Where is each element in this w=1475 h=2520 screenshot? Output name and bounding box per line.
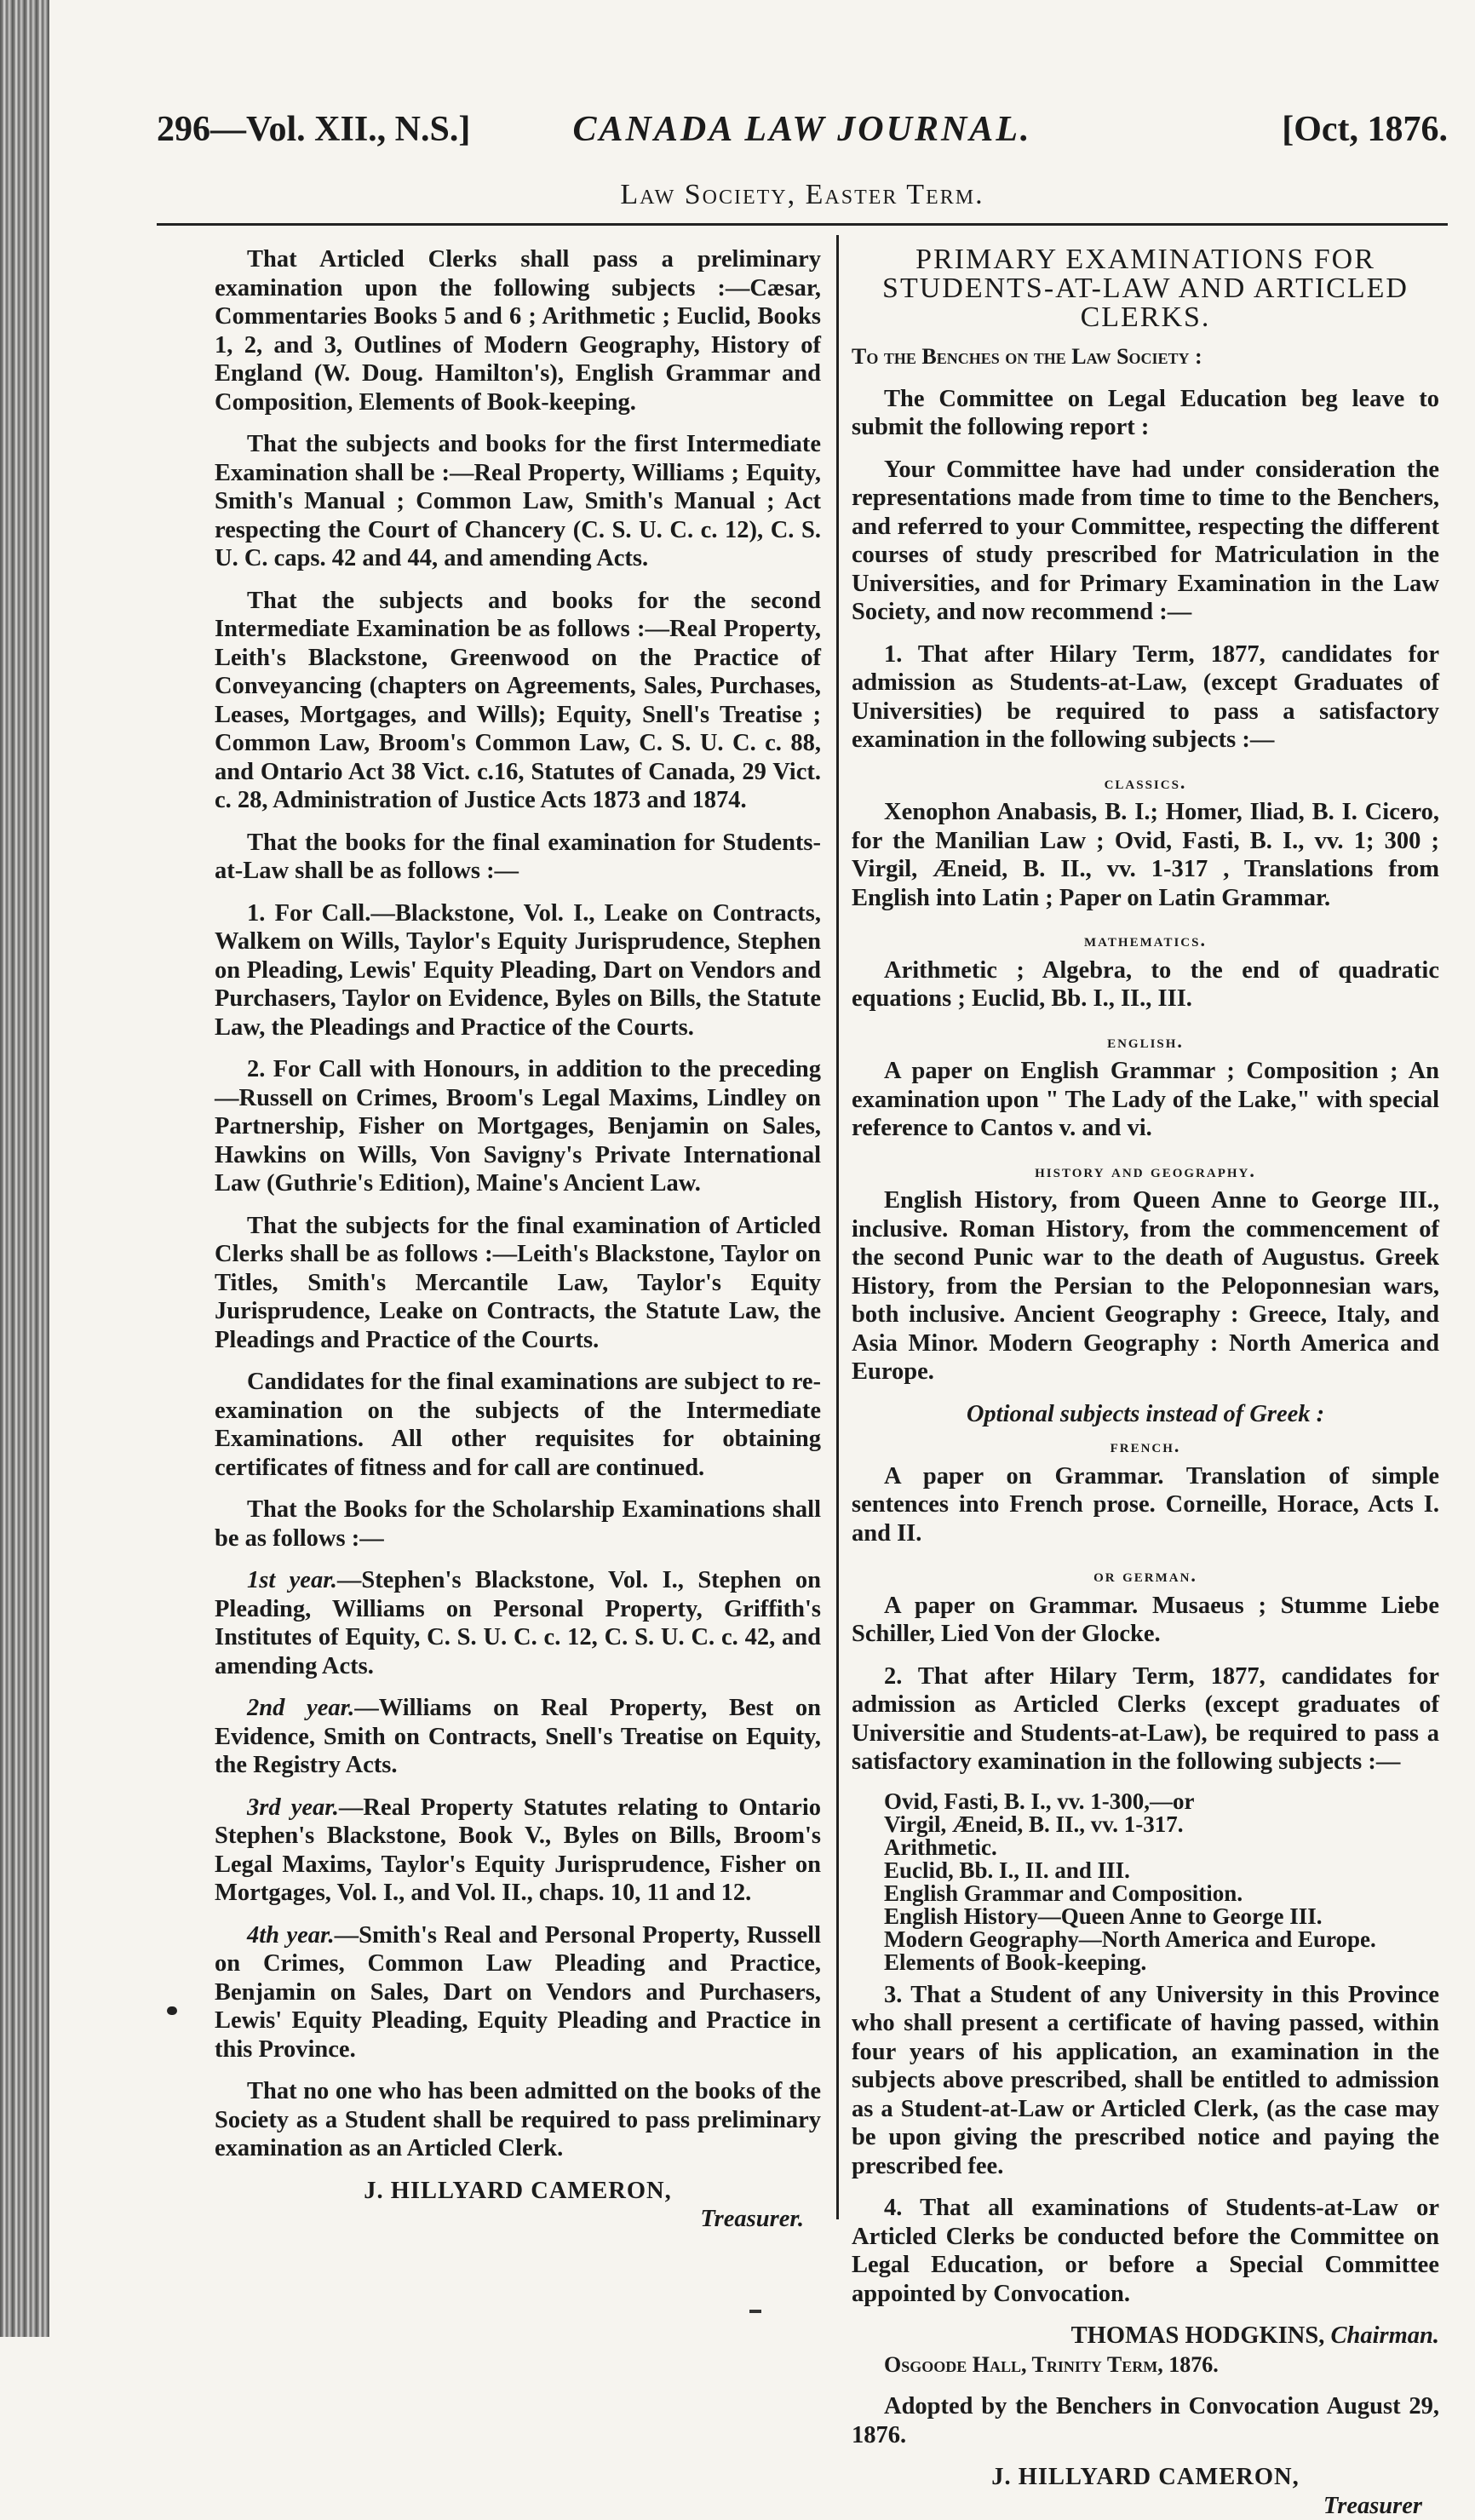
list-item: Virgil, Æneid, B. II., vv. 1-317.: [884, 1813, 1439, 1836]
paragraph: That Articled Clerks shall pass a preliminary examination upon the following subjects :—Cæsar, Commentaries Books 5 and 6 ; Arithmetic ; Euclid, Books 1, 2, and 3, Outlines of Modern Geography, History of England (W. Doug. Hamilton's), English Grammar and Composition, Elements of Book-keeping.: [215, 245, 821, 416]
paragraph: That the books for the final examination for Students-at-Law shall be as follows :—: [215, 829, 821, 886]
year-label: 4th year.: [247, 1922, 335, 1949]
subject-heading: or german.: [852, 1561, 1439, 1590]
paragraph: A paper on Grammar. Translation of simple sentences into French prose. Corneille, Horace, Acts I. and II.: [852, 1462, 1439, 1548]
list-item: Modern Geography—North America and Europe.: [884, 1928, 1439, 1951]
report-title: PRIMARY EXAMINATIONS FOR STUDENTS-AT-LAW AND ARTICLED CLERKS.: [852, 245, 1439, 332]
binding-edge: [0, 0, 49, 2337]
paragraph: That the subjects and books for the first Intermediate Examination shall be :—Real Property, Williams ; Equity, Smith's Manual ; Common Law, Smith's Manual ; Act respecting the Court of Chancery (C. S. U. C. c. 12), C. S. U. C. caps. 42 and 44, and amending Acts.: [215, 430, 821, 573]
year-paragraph: [215, 1921, 821, 2064]
journal-title: CANADA LAW JOURNAL.: [157, 109, 1448, 150]
running-head: [157, 109, 1448, 160]
list-item: Elements of Book-keeping.: [884, 1951, 1439, 1974]
place-date: Osgoode Hall, Trinity Term, 1876.: [852, 2351, 1439, 2379]
paragraph: That the subjects for the final examination of Articled Clerks shall be as follows :—Leith's Blackstone, Taylor on Titles, Smith's Mercantile Law, Taylor's Equity Jurisprudence, Leake on Contracts, the Statute Law, the Pleadings and Practice of the Courts.: [215, 1212, 821, 1355]
paragraph: Xenophon Anabasis, B. I.; Homer, Iliad, B. I. Cicero, for the Manilian Law ; Ovid, Fasti, B. I., vv. 1; 300 ; Virgil, Æneid, B. II., vv. 1-317 , Translations from English into Latin ; Paper on Latin Grammar.: [852, 798, 1439, 912]
paragraph: 3. That a Student of any University in this Province who shall present a certificate of having passed, within four years of his application, an examination in the subjects above prescribed, shall be entitled to admission as a Student-at-Law or Articled Clerk, (as the case may be upon giving the prescribed notice and paying the prescribed fee.: [852, 1981, 1439, 2181]
signature-role: Treasurer: [852, 2492, 1422, 2520]
year-paragraph: [215, 1694, 821, 1780]
paragraph: That the Books for the Scholarship Examinations shall be as follows :—: [215, 1495, 821, 1553]
subject-heading: classics.: [852, 768, 1439, 797]
paragraph: The Committee on Legal Education beg leave to submit the following report :: [852, 385, 1439, 442]
year-paragraph: [215, 1566, 821, 1680]
list-item: English Grammar and Composition.: [884, 1882, 1439, 1905]
paragraph: 1. For Call.—Blackstone, Vol. I., Leake on Contracts, Walkem on Wills, Taylor's Equity Jurisprudence, Stephen on Pleading, Lewis' Equity Pleading, Dart on Vendors and Purchasers, Taylor on Evidence, Byles on Bills, the Statute Law, the Pleadings and Practice of the Courts.: [215, 899, 821, 1042]
year-label: 1st year.: [247, 1567, 337, 1593]
year-text: —Stephen's Blackstone, Vol. I., Stephen on Pleading, Williams on Personal Property, Griffith's Institutes of Equity, C. S. U. C. c. 12, C. S. U. C. c. 42, and amending Acts.: [215, 1567, 821, 1679]
year-label: 3rd year.: [247, 1794, 339, 1821]
chairman-role: Chairman.: [1330, 2322, 1439, 2349]
section-title: Law Society, Easter Term.: [157, 179, 1448, 211]
signature-name: J. HILLYARD CAMERON,: [852, 2463, 1439, 2492]
subject-list: [884, 1790, 1439, 1974]
paragraph: A paper on English Grammar ; Composition ; An examination upon " The Lady of the Lake," with special reference to Cantos v. and vi.: [852, 1057, 1439, 1143]
optional-heading: Optional subjects instead of Greek :: [852, 1400, 1439, 1429]
right-column: [852, 245, 1439, 2520]
paragraph: 2. That after Hilary Term, 1877, candidates for admission as Articled Clerks (except graduates of Universitie and Students-at-Law), be required to pass a satisfactory examination in the following subjects :—: [852, 1662, 1439, 1777]
issue-date: [Oct, 1876.: [1282, 109, 1448, 150]
paragraph: English History, from Queen Anne to George III., inclusive. Roman History, from the commencement of the second Punic war to the death of Augustus. Greek History, from the Persian to the Peloponnesian wars, both inclusive. Ancient Geography : Greece, Italy, and Asia Minor. Modern Geography : North America and Europe.: [852, 1186, 1439, 1386]
paragraph: 4. That all examinations of Students-at-Law or Articled Clerks be conducted before the Committee on Legal Education, or before a Special Committee appointed by Convocation.: [852, 2194, 1439, 2308]
header-rule: [157, 223, 1448, 226]
signature-name: J. HILLYARD CAMERON,: [215, 2177, 821, 2206]
year-text: —Smith's Real and Personal Property, Russell on Crimes, Common Law Pleading and Practice, Benjamin on Sales, Dart on Vendors and Purchasers, Lewis' Equity Pleading, Equity Pleading and Practice in this Province.: [215, 1922, 821, 2063]
year-label: 2nd year.: [247, 1695, 354, 1721]
left-column: [215, 245, 821, 2234]
paragraph: A paper on Grammar. Musaeus ; Stumme Liebe Schiller, Lied Von der Glocke.: [852, 1592, 1439, 1649]
ink-mark: [167, 2006, 177, 2015]
chairman-name: THOMAS HODGKINS,: [1071, 2322, 1325, 2349]
column-divider: [836, 235, 839, 2219]
list-item: Arithmetic.: [884, 1836, 1439, 1859]
paragraph: That the subjects and books for the second Intermediate Examination be as follows :—Real Property, Leith's Blackstone, Greenwood on the Practice of Conveyancing (chapters on Agreements, Sales, Purchases, Leases, Mortgages, and Wills); Equity, Snell's Treatise ; Common Law, Broom's Common Law, C. S. U. C. c. 88, and Ontario Act 38 Vict. c.16, Statutes of Canada, 29 Vict. c. 28, Administration of Justice Acts 1873 and 1874.: [215, 587, 821, 815]
subject-heading: english.: [852, 1027, 1439, 1056]
page-number-volume: 296—Vol. XII., N.S.]: [157, 109, 470, 150]
list-item: English History—Queen Anne to George III.: [884, 1905, 1439, 1928]
year-text: —Williams on Real Property, Best on Evidence, Smith on Contracts, Snell's Treatise on Equity, the Registry Acts.: [215, 1695, 821, 1778]
chairman-signature: [852, 2322, 1439, 2351]
subject-heading: history and geography.: [852, 1157, 1439, 1185]
subject-heading: mathematics.: [852, 926, 1439, 955]
year-text: —Real Property Statutes relating to Ontario Stephen's Blackstone, Book V., Byles on Bills, Broom's Legal Maxims, Taylor's Equity Jurisprudence, Fisher on Mortgages, Vol. I., and Vol. II., chaps. 10, 11 and 12.: [215, 1794, 821, 1907]
ink-mark: [749, 2310, 761, 2313]
paragraph: Candidates for the final examinations are subject to re-examination on the subjects of the Intermediate Examinations. All other requisites for obtaining certificates of fitness and for call are continued.: [215, 1368, 821, 1482]
paragraph: Adopted by the Benchers in Convocation August 29, 1876.: [852, 2392, 1439, 2449]
paragraph: Your Committee have had under consideration the representations made from time to time to the Benchers, and referred to your Committee, respecting the different courses of study prescribed for Matriculation in the Universities, and for Primary Examination in the Law Society, and now recommend :—: [852, 456, 1439, 627]
closing-paragraph: That no one who has been admitted on the books of the Society as a Student shall be required to pass preliminary examination as an Articled Clerk.: [215, 2077, 821, 2163]
paragraph: 1. That after Hilary Term, 1877, candidates for admission as Students-at-Law, (except Graduates of Universities) be required to pass a satisfactory examination in the following subjects :—: [852, 640, 1439, 755]
list-item: Ovid, Fasti, B. I., vv. 1-300,—or: [884, 1790, 1439, 1813]
salutation: To the Benches on the Law Society :: [852, 342, 1439, 371]
year-paragraph: [215, 1794, 821, 1908]
paragraph: 2. For Call with Honours, in addition to the preceding —Russell on Crimes, Broom's Legal Maxims, Lindley on Partnership, Fisher on Mortgages, Benjamin on Sales, Hawkins on Wills, Von Savigny's Private International Law (Guthrie's Edition), Maine's Ancient Law.: [215, 1055, 821, 1198]
signature-role: Treasurer.: [215, 2205, 804, 2234]
paragraph: Arithmetic ; Algebra, to the end of quadratic equations ; Euclid, Bb. I., II., III.: [852, 956, 1439, 1013]
list-item: Euclid, Bb. I., II. and III.: [884, 1859, 1439, 1882]
subject-heading: french.: [852, 1432, 1439, 1461]
